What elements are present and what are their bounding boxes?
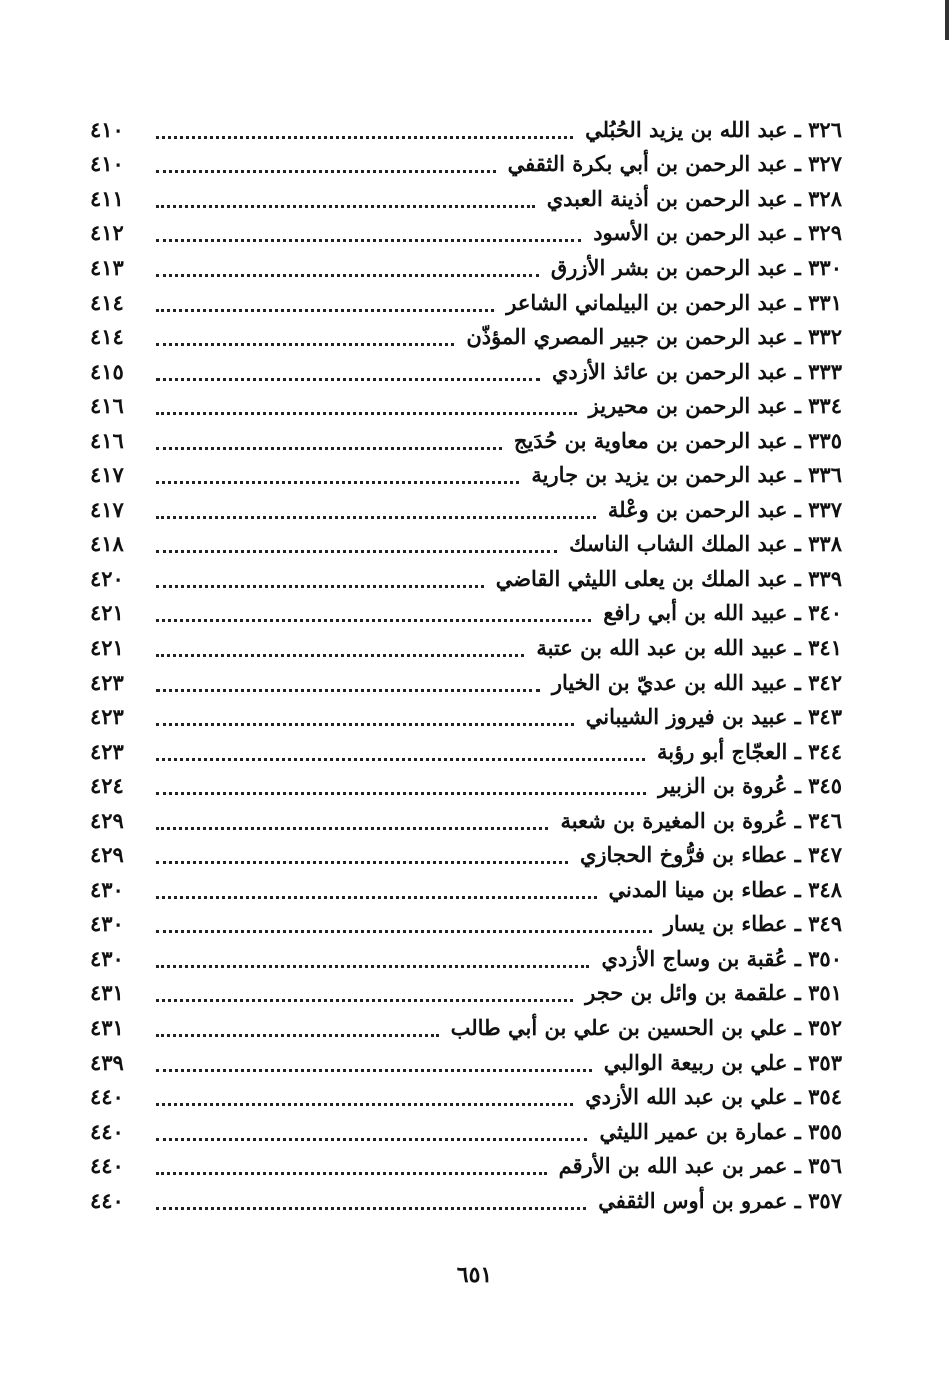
dot-leader	[156, 170, 496, 173]
toc-entry-title: ٣٢٦ ـ عبد الله بن يزيد الحُبُلي	[585, 116, 842, 142]
toc-entry-page: ٤٢٠	[90, 565, 124, 591]
toc-entry	[90, 1045, 842, 1080]
toc-entry-page: ٤٢٤	[90, 773, 124, 799]
toc-entry	[90, 423, 842, 458]
toc-entry-title: ٣٣٣ ـ عبد الرحمن بن عائذ الأزدي	[551, 358, 842, 384]
toc-entry-title: ٣٣٨ ـ عبد الملك الشاب الناسك	[569, 531, 842, 557]
dot-leader	[156, 1138, 587, 1141]
toc-entry-title: ٣٣١ ـ عبد الرحمن بن البيلماني الشاعر	[506, 289, 842, 315]
toc-entry	[90, 181, 842, 216]
toc-entry-title: ٣٢٨ ـ عبد الرحمن بن أذينة العبدي	[546, 185, 842, 211]
toc-entry-page: ٤٢١	[90, 634, 124, 660]
toc-entry-page: ٤٤٠	[90, 1187, 124, 1213]
dot-leader	[156, 309, 494, 312]
toc-entry-title: ٣٥١ ـ علقمة بن وائل بن حجر	[585, 980, 842, 1006]
dot-leader	[156, 516, 596, 519]
toc-entry-page: ٤٣٩	[90, 1049, 124, 1075]
toc-entry	[90, 803, 842, 838]
toc-entry-page: ٤٣٠	[90, 945, 124, 971]
toc-entry-title: ٣٢٧ ـ عبد الرحمن بن أبي بكرة الثقفي	[507, 151, 842, 177]
toc-entry-title: ٣٥٥ ـ عمارة بن عمير الليثي	[599, 1118, 842, 1144]
toc-entry-page: ٤١٨	[90, 531, 124, 557]
dot-leader	[156, 481, 519, 484]
toc-entry-title: ٣٣٩ ـ عبد الملك بن يعلى الليثي القاضي	[495, 565, 842, 591]
page-number: ٦٥١	[456, 1262, 493, 1288]
dot-leader	[156, 1172, 547, 1175]
toc-entry-title: ٣٣٤ ـ عبد الرحمن بن محيريز	[588, 393, 842, 419]
toc-entry-title: ٣٥٦ ـ عمر بن عبد الله بن الأرقم	[558, 1153, 842, 1179]
toc-entry-title: ٣٥٣ ـ علي بن ربيعة الوالبي	[603, 1049, 842, 1075]
toc-entry-page: ٤١٧	[90, 496, 124, 522]
toc-entry-page: ٤١٠	[90, 116, 124, 142]
toc-entry	[90, 596, 842, 631]
dot-leader	[156, 619, 591, 622]
toc-entry	[90, 388, 842, 423]
toc-entry-title: ٣٥٢ ـ علي بن الحسين بن علي بن أبي طالب	[450, 1014, 842, 1040]
dot-leader	[156, 1034, 439, 1037]
toc-entry	[90, 837, 842, 872]
dot-leader	[156, 585, 484, 588]
toc-entry	[90, 112, 842, 147]
dot-leader	[156, 792, 646, 795]
toc-entry-title: ٣٣٧ ـ عبد الرحمن بن وعْلة	[607, 496, 842, 522]
dot-leader	[156, 1103, 573, 1106]
toc-entry-page: ٤٤٠	[90, 1084, 124, 1110]
toc-entry	[90, 1183, 842, 1218]
dot-leader	[156, 723, 574, 726]
dot-leader	[156, 689, 540, 692]
toc-entry	[90, 734, 842, 769]
dot-leader	[156, 896, 597, 899]
toc-entry-page: ٤١٧	[90, 462, 124, 488]
toc-entry-title: ٣٤٨ ـ عطاء بن مينا المدني	[608, 876, 842, 902]
toc-entry-page: ٤٢٣	[90, 738, 124, 764]
dot-leader	[156, 447, 502, 450]
toc-entry-page: ٤١٤	[90, 324, 124, 350]
toc-entry-page: ٤٢٩	[90, 842, 124, 868]
toc-entry-page: ٤١٥	[90, 358, 124, 384]
toc-entry-page: ٤٢٣	[90, 669, 124, 695]
toc-entry	[90, 216, 842, 251]
toc-entry	[90, 492, 842, 527]
toc-entry	[90, 1010, 842, 1045]
toc-entry-title: ٣٤٥ ـ عُروة بن الزبير	[658, 773, 842, 799]
toc-entry-title: ٣٤٤ ـ العجّاج أبو رؤبة	[656, 738, 842, 764]
toc-entry-page: ٤٤٠	[90, 1153, 124, 1179]
dot-leader	[156, 550, 557, 553]
scan-edge-mark	[945, 0, 949, 40]
dot-leader	[156, 965, 589, 968]
toc-entry	[90, 1079, 842, 1114]
toc-entry-page: ٤٣٠	[90, 911, 124, 937]
toc-entry-page: ٤١٢	[90, 220, 124, 246]
dot-leader	[156, 1069, 592, 1072]
toc-entry-title: ٣٣٥ ـ عبد الرحمن بن معاوية بن حُدَيج	[513, 427, 842, 453]
toc-entry-title: ٣٤٩ ـ عطاء بن يسار	[663, 911, 842, 937]
toc-entry	[90, 768, 842, 803]
toc-entry	[90, 665, 842, 700]
dot-leader	[156, 239, 581, 242]
toc-entry-title: ٣٥٠ ـ عُقبة بن وساج الأزدي	[601, 945, 842, 971]
toc-entry-title: ٣٤١ ـ عبيد الله بن عبد الله بن عتبة	[536, 634, 842, 660]
toc-entry	[90, 630, 842, 665]
toc-entry-page: ٤١٦	[90, 393, 124, 419]
toc-entry	[90, 976, 842, 1011]
toc-entry-title: ٣٢٩ ـ عبد الرحمن بن الأسود	[593, 220, 842, 246]
toc-entry-page: ٤٣١	[90, 980, 124, 1006]
toc-entry-page: ٤٢١	[90, 600, 124, 626]
toc-entry	[90, 319, 842, 354]
toc-entry-page: ٤٣٠	[90, 876, 124, 902]
toc-entry	[90, 561, 842, 596]
toc-entry-page: ٤١٦	[90, 427, 124, 453]
toc-entry-title: ٣٥٧ ـ عمرو بن أوس الثقفي	[598, 1187, 842, 1213]
dot-leader	[156, 827, 548, 830]
toc-entry	[90, 457, 842, 492]
toc-entry	[90, 147, 842, 182]
toc-entry-title: ٣٤٦ ـ عُروة بن المغيرة بن شعبة	[560, 807, 842, 833]
dot-leader	[156, 758, 645, 761]
toc-entry	[90, 354, 842, 389]
toc-entry	[90, 285, 842, 320]
dot-leader	[156, 412, 577, 415]
dot-leader	[156, 1207, 586, 1210]
toc-entry	[90, 250, 842, 285]
toc-entry-page: ٤٢٣	[90, 704, 124, 730]
toc-entry-page: ٤١٠	[90, 151, 124, 177]
toc-entry	[90, 1148, 842, 1183]
toc-entry-title: ٣٣٢ ـ عبد الرحمن بن جبير المصري المؤذّن	[466, 324, 842, 350]
toc-entry-page: ٤١٣	[90, 254, 124, 280]
dot-leader	[156, 654, 524, 657]
toc-entry	[90, 527, 842, 562]
toc-entry-page: ٤٣١	[90, 1014, 124, 1040]
toc-entry	[90, 872, 842, 907]
dot-leader	[156, 274, 539, 277]
toc-entry-title: ٣٣٠ ـ عبد الرحمن بن بشر الأزرق	[550, 254, 842, 280]
dot-leader	[156, 861, 568, 864]
table-of-contents	[90, 112, 842, 1218]
toc-entry	[90, 699, 842, 734]
toc-entry-page: ٤٤٠	[90, 1118, 124, 1144]
toc-entry-page: ٤١٤	[90, 289, 124, 315]
toc-entry	[90, 907, 842, 942]
dot-leader	[156, 343, 454, 346]
toc-entry	[90, 1114, 842, 1149]
dot-leader	[156, 930, 652, 933]
toc-entry-page: ٤١١	[90, 185, 124, 211]
toc-entry-title: ٣٤٢ ـ عبيد الله بن عديّ بن الخيار	[551, 669, 842, 695]
toc-entry-title: ٣٣٦ ـ عبد الرحمن بن يزيد بن جارية	[531, 462, 842, 488]
dot-leader	[156, 136, 573, 139]
toc-entry-page: ٤٢٩	[90, 807, 124, 833]
toc-entry-title: ٣٤٣ ـ عبيد بن فيروز الشيباني	[585, 704, 842, 730]
toc-entry	[90, 941, 842, 976]
dot-leader	[156, 999, 573, 1002]
dot-leader	[156, 205, 535, 208]
toc-entry-title: ٣٥٤ ـ علي بن عبد الله الأزدي	[585, 1084, 842, 1110]
toc-entry-title: ٣٤٠ ـ عبيد الله بن أبي رافع	[603, 600, 842, 626]
dot-leader	[156, 378, 540, 381]
toc-entry-title: ٣٤٧ ـ عطاء بن فرُّوخ الحجازي	[579, 842, 842, 868]
